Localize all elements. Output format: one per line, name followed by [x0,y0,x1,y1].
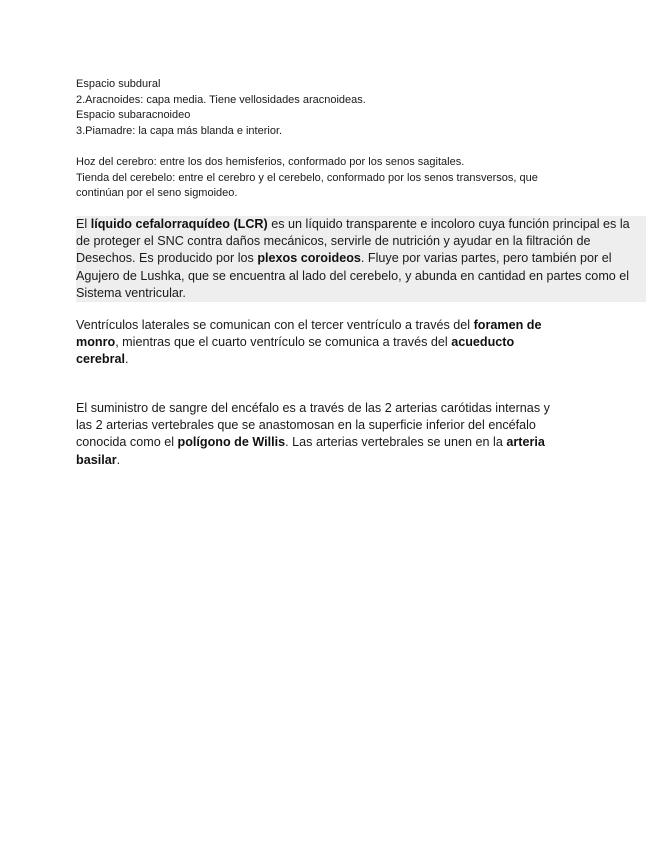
text-line: 3.Piamadre: la capa más blanda e interior. [76,124,283,137]
text-line: 2.Aracnoides: capa media. Tiene vellosidades aracnoideas. [76,93,366,106]
text-line: El líquido cefalorraquídeo (LCR) es un líquido transparente e incoloro cuya función principal es la [76,217,630,231]
text-line: monro, mientras que el cuarto ventrículo se comunica a través del acueducto [76,335,515,350]
text-line: Desechos. Es producido por los plexos coroideos. Fluye por varias partes, pero también por el [76,251,612,266]
text-line: cerebral. [76,352,129,367]
text-line: Sistema ventricular. [76,285,186,300]
meninges-section [76,77,366,139]
text-line: basilar. [76,452,121,467]
text-line: Tienda del cerebelo: entre el cerebro y el cerebelo, conformado por los senos transversos, que [76,171,538,184]
text-line: las 2 arterias vertebrales que se anastomosan en la superficie inferior del encéfalo [76,418,536,433]
text-line: Ventrículos laterales se comunican con el tercer ventrículo a través del foramen de [76,318,542,332]
pliegues-section [76,155,538,202]
text-line: conocida como el polígono de Willis. Las arterias vertebrales se unen en la arteria [76,435,545,450]
suministro-paragraph [76,400,550,469]
text-line: de proteger el SNC contra daños mecánicos, servirle de nutrición y ayudar en la filtración de [76,234,591,249]
text-line: Agujero de Lushka, que se encuentra al lado del cerebelo, y abunda en cantidad en partes como el [76,268,630,283]
text-line: Espacio subaracnoideo [76,109,191,121]
lcr-paragraph [76,216,646,302]
text-line: Espacio subdural [76,78,161,90]
text-line: El suministro de sangre del encéfalo es a través de las 2 arterias carótidas internas y [76,401,550,415]
text-line: Hoz del cerebro: entre los dos hemisferios, conformado por los senos sagitales. [76,156,465,168]
text-line: continúan por el seno sigmoideo. [76,187,238,199]
ventriculos-paragraph [76,317,542,369]
